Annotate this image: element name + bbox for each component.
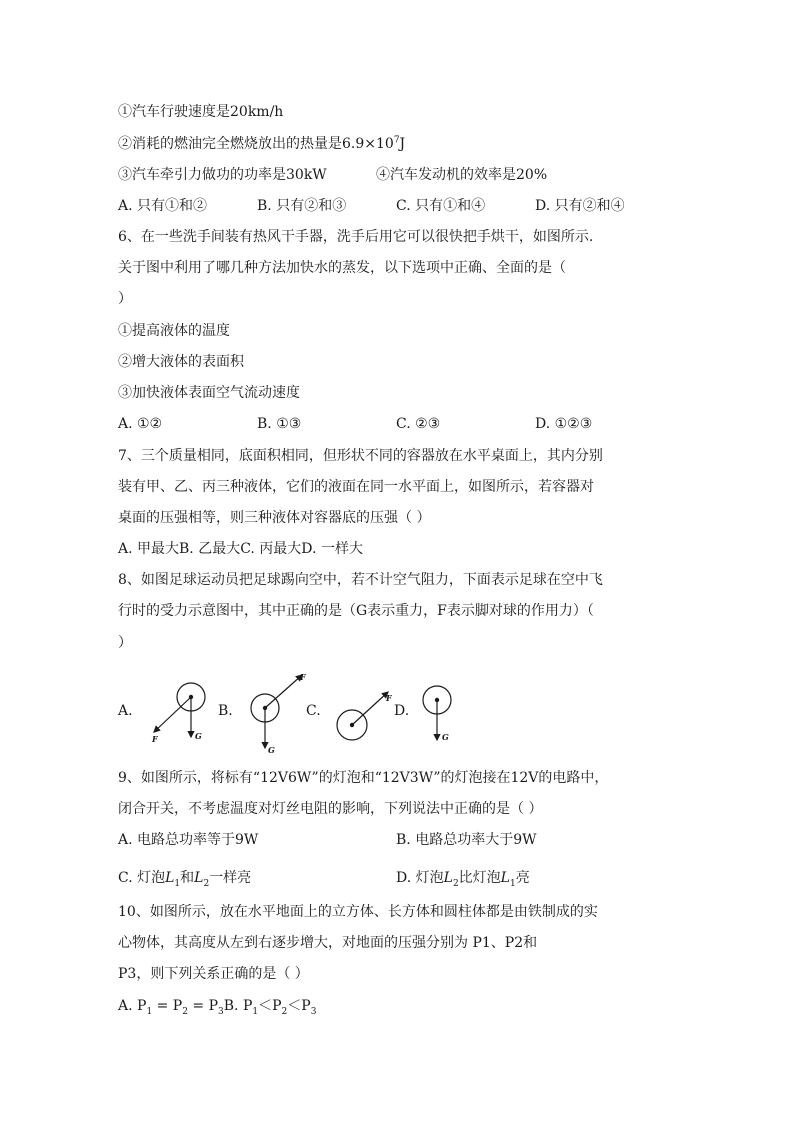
q6-option-a[interactable]: A. ①② <box>118 416 163 432</box>
diagram-b <box>251 672 307 755</box>
q8-label-c[interactable]: C. <box>306 703 321 719</box>
q6-option-c[interactable]: C. ②③ <box>396 416 441 432</box>
force-f-arrow <box>265 675 302 708</box>
q8-label-b[interactable]: B. <box>218 703 233 719</box>
q9-option-a[interactable]: A. 电路总功率等于9W <box>118 832 259 848</box>
force-f-label: F <box>386 693 392 703</box>
q7-options[interactable]: A. 甲最大B. 乙最大C. 丙最大D. 一样大 <box>118 541 363 557</box>
q6-stem-line2: 关于图中利用了哪几种方法加快水的蒸发，以下选项中正确、全面的是（ <box>118 260 566 276</box>
statement-3: ③汽车牵引力做功的功率是30kW <box>118 167 327 183</box>
q8-label-a[interactable]: A. <box>118 703 133 719</box>
diagram-a <box>151 683 205 744</box>
diagram-d <box>423 686 451 742</box>
q6-stem-line3: ） <box>118 291 132 307</box>
q6-method-1: ①提高液体的温度 <box>118 323 230 339</box>
force-f-label: F <box>152 734 158 744</box>
q9-option-c[interactable]: C. 灯泡$L_1$和$L_2$一样亮 <box>118 870 252 889</box>
q8-label-d[interactable]: D. <box>394 703 410 719</box>
force-f-arrow <box>352 692 388 725</box>
force-f-arrow <box>154 697 191 732</box>
q9-option-b[interactable]: B. 电路总功率大于9W <box>396 832 537 848</box>
force-f-label: F <box>300 672 306 682</box>
q10-options[interactable]: A. $P_1 = P_2 = P_3B$. $P_1<P_2<P_3$ <box>118 998 317 1017</box>
q5-option-d[interactable]: D. 只有②和④ <box>535 198 625 214</box>
q5-option-a[interactable]: A. 只有①和② <box>118 198 208 214</box>
q5-option-c[interactable]: C. 只有①和④ <box>396 198 486 214</box>
q10-stem-line3: P3，则下列关系正确的是（ ） <box>118 966 309 982</box>
q6-stem-line1: 6、在一些洗手间装有热风干手器，洗手后用它可以很快把手烘干，如图所示. <box>118 229 594 245</box>
gravity-g-label: G <box>195 731 202 741</box>
q9-stem-line1: 9、如图所示，将标有“12V6W”的灯泡和“12V3W”的灯泡接在12V的电路中， <box>118 770 609 786</box>
q7-stem-line1: 7、三个质量相同，底面积相同，但形状不同的容器放在水平桌面上，其内分别 <box>118 448 603 464</box>
statement-2: ②消耗的燃油完全燃烧放出的热量是$6.9\times 10^7J$ <box>118 135 406 152</box>
q5-option-b[interactable]: B. 只有②和③ <box>257 198 347 214</box>
gravity-g-label: G <box>268 745 275 755</box>
statement-1: ①汽车行驶速度是20km/h <box>118 104 284 120</box>
q7-stem-line2: 装有甲、乙、丙三种液体，它们的液面在同一水平面上，如图所示，若容器对 <box>118 479 594 495</box>
gravity-g-label: G <box>442 732 449 742</box>
q6-method-2: ②增大液体的表面积 <box>118 354 244 370</box>
q10-stem-line1: 10、如图所示，放在水平地面上的立方体、长方体和圆柱体都是由铁制成的实 <box>118 904 598 920</box>
q8-stem-line3: ） <box>118 635 132 651</box>
q6-method-3: ③加快液体表面空气流动速度 <box>118 385 300 401</box>
diagram-c <box>337 692 393 740</box>
q9-stem-line2: 闭合开关，不考虑温度对灯丝电阻的影响，下列说法中正确的是（ ） <box>118 801 543 817</box>
q10-stem-line2: 心物体，其高度从左到右逐步增大，对地面的压强分别为 P1、P2和 <box>118 935 538 951</box>
q6-option-d[interactable]: D. ①②③ <box>535 416 593 432</box>
q8-stem-line1: 8、如图足球运动员把足球踢向空中，若不计空气阻力，下面表示足球在空中飞 <box>118 572 603 588</box>
q9-option-d[interactable]: D. 灯泡$L_2$比灯泡$L_1$亮 <box>396 870 530 889</box>
q8-stem-line2: 行时的受力示意图中，其中正确的是（G表示重力，F表示脚对球的作用力）（ <box>118 603 594 619</box>
statement-4: ④汽车发动机的效率是20% <box>376 167 548 183</box>
q6-option-b[interactable]: B. ①③ <box>257 416 302 432</box>
q7-stem-line3: 桌面的压强相等，则三种液体对容器底的压强（ ） <box>118 510 431 526</box>
